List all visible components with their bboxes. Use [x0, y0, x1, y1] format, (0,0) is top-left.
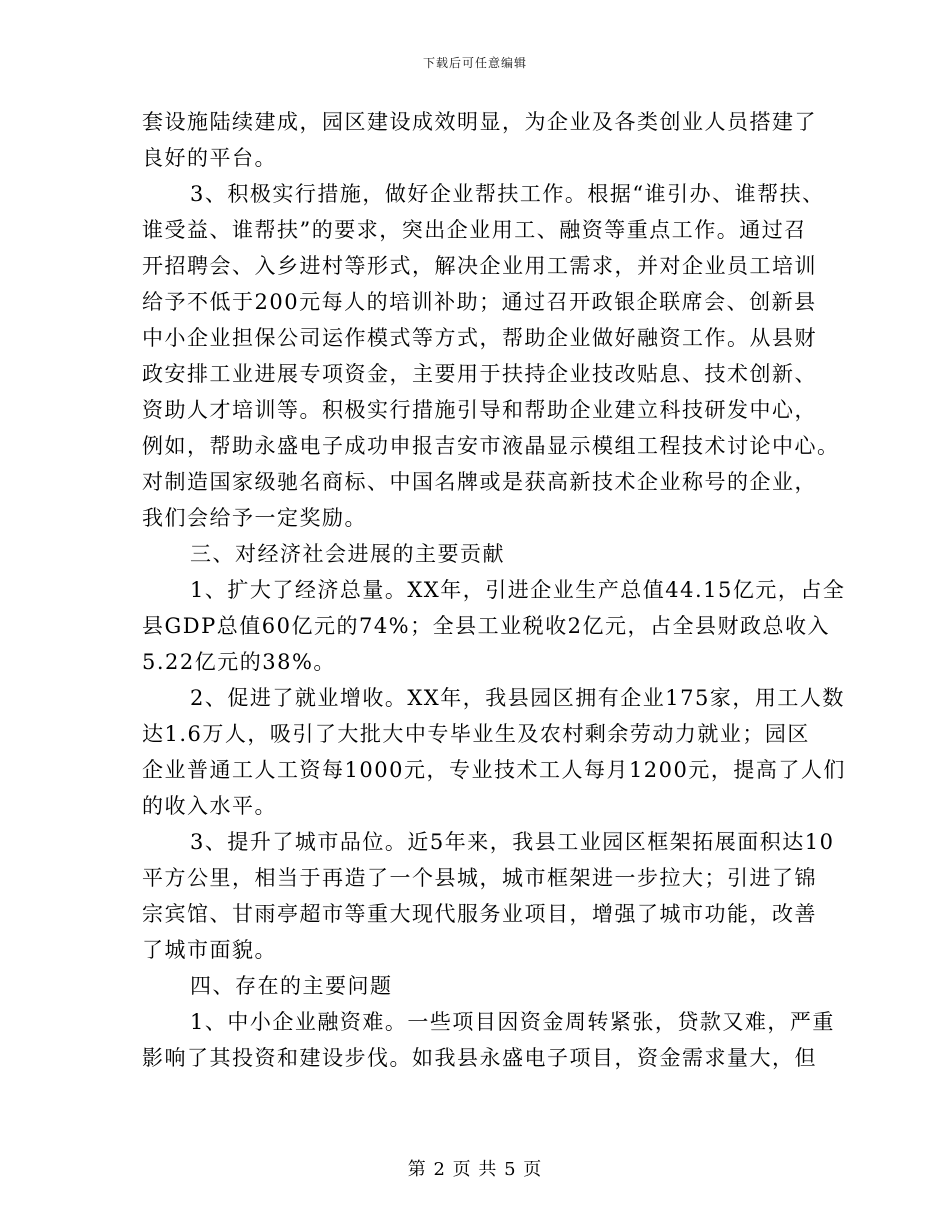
body-line: 县GDP总值60亿元的74%；全县工业税收2亿元，占全县财政总收入 — [142, 614, 830, 638]
section-heading: 四、存在的主要问题 — [190, 974, 393, 998]
paragraph-start-line: 1、中小企业融资难。一些项目因资金周转紧张，贷款又难，严重 — [190, 1010, 835, 1034]
body-line: 谁受益、谁帮扶”的要求，突出企业用工、融资等重点工作。通过召 — [142, 218, 807, 242]
page-number-footer: 第 2 页 共 5 页 — [407, 1159, 543, 1180]
body-line: 宗宾馆、甘雨亭超市等重大现代服务业项目，增强了城市功能，改善 — [142, 902, 817, 926]
paragraph-start-line: 1、扩大了经济总量。XX年，引进企业生产总值44.15亿元，占全 — [190, 578, 846, 602]
body-line: 影响了其投资和建设步伐。如我县永盛电子项目，资金需求量大，但 — [142, 1046, 817, 1070]
body-line: 政安排工业进展专项资金，主要用于扶持企业技改贴息、技术创新、 — [142, 362, 817, 386]
body-line: 我们会给予一定奖励。 — [142, 506, 367, 530]
body-line: 开招聘会、入乡进村等形式，解决企业用工需求，并对企业员工培训 — [142, 254, 817, 278]
paragraph-start-line: 3、提升了城市品位。近5年来，我县工业园区框架拓展面积达10 — [190, 830, 835, 854]
body-line: 套设施陆续建成，园区建设成效明显，为企业及各类创业人员搭建了 — [142, 110, 817, 134]
body-line: 达1.6万人，吸引了大批大中专毕业生及农村剩余劳动力就业；园区 — [142, 722, 810, 746]
body-line: 平方公里，相当于再造了一个县城，城市框架进一步拉大；引进了锦 — [142, 866, 817, 890]
paragraph-start-line: 3、积极实行措施，做好企业帮扶工作。根据“谁引办、谁帮扶、 — [190, 182, 825, 206]
body-line: 的收入水平。 — [142, 794, 277, 818]
page-header-note: 下载后可任意编辑 — [422, 56, 527, 70]
paragraph-start-line: 2、促进了就业增收。XX年，我县园区拥有企业175家，用工人数 — [190, 686, 845, 710]
body-line: 企业普通工人工资每1000元，专业技术工人每月1200元，提高了人们 — [142, 758, 846, 782]
section-heading: 三、对经济社会进展的主要贡献 — [190, 542, 505, 566]
body-line: 良好的平台。 — [142, 146, 277, 170]
document-body — [142, 104, 846, 1076]
body-line: 资助人才培训等。积极实行措施引导和帮助企业建立科技研发中心， — [142, 398, 817, 422]
body-line: 了城市面貌。 — [142, 938, 277, 962]
body-line: 例如，帮助永盛电子成功申报吉安市液晶显示模组工程技术讨论中心。 — [142, 434, 840, 458]
body-line: 5.22亿元的38%。 — [142, 650, 336, 674]
body-line: 对制造国家级驰名商标、中国名牌或是获高新技术企业称号的企业， — [142, 470, 817, 494]
body-line: 中小企业担保公司运作模式等方式，帮助企业做好融资工作。从县财 — [142, 326, 817, 350]
body-line: 给予不低于200元每人的培训补助；通过召开政银企联席会、创新县 — [142, 290, 817, 314]
